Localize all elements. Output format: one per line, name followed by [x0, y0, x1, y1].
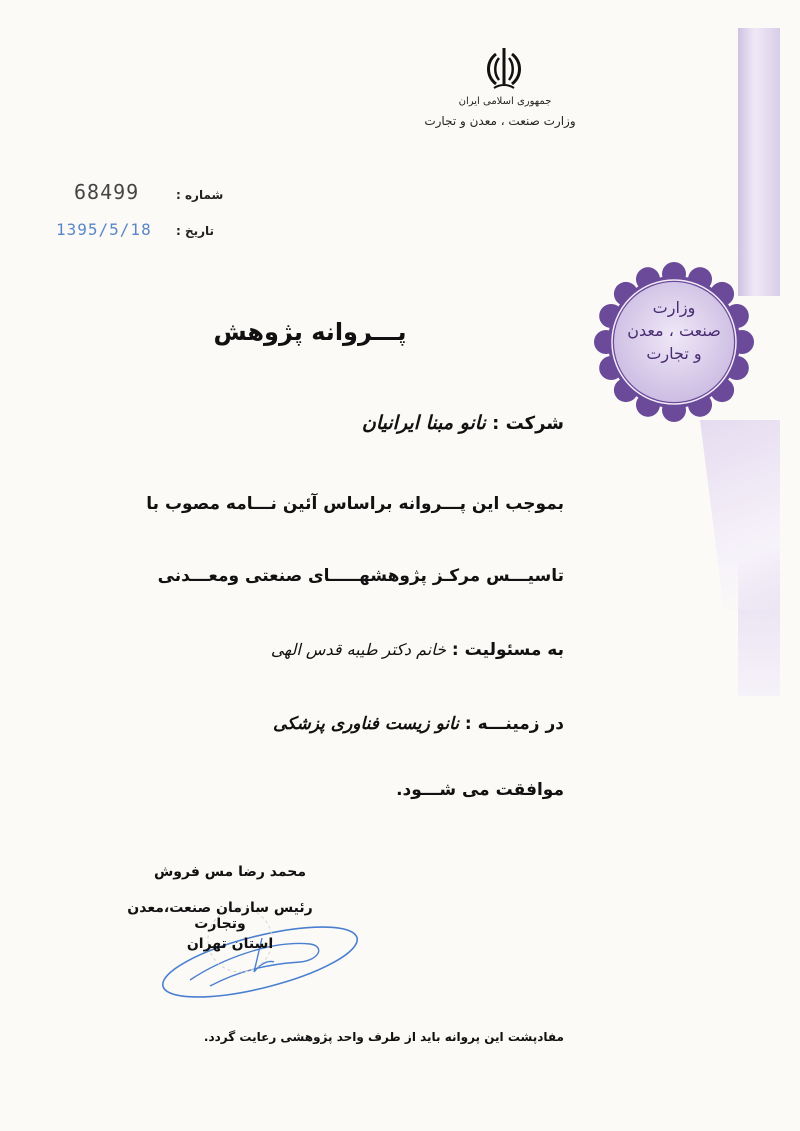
number-label: شماره :: [176, 188, 224, 202]
company-name: نانو مبنا ایرانیان: [361, 412, 486, 434]
responsible-line: [271, 640, 564, 660]
ribbon-fold: [700, 420, 780, 610]
ministry-name: وزارت صنعت ، معدن و تجارت: [424, 114, 576, 128]
number-value: 68499: [74, 180, 140, 204]
responsible-label: به مسئولیت :: [446, 640, 564, 660]
iran-emblem-icon: [478, 44, 530, 92]
field-label: در زمینـــه :: [459, 714, 564, 734]
seal-line-1: وزارت: [652, 298, 696, 317]
seal-line-3: و تجارت: [646, 344, 702, 363]
document-title: پـــروانه پژوهش: [213, 318, 407, 346]
approval-text: موافقت می شـــود.: [396, 780, 564, 800]
seal-label: [612, 296, 736, 365]
company-line: [362, 412, 564, 434]
date-label: تاریخ :: [176, 224, 215, 238]
country-name: جمهوری اسلامی ایران: [458, 96, 552, 107]
field-line: [273, 714, 564, 734]
signatory-province: استان تهران: [186, 936, 274, 952]
field-value: نانو زیست فناوری پزشکی: [272, 714, 459, 734]
footer-note: مفادپشت این پروانه باید از طرف واحد پژوهشی رعایت گردد.: [203, 1030, 564, 1044]
company-label: شرکت :: [485, 413, 564, 434]
body-line-2: تاسیـــس مرکـز پژوهشهـــــای صنعتی ومعـــدنی: [157, 566, 564, 586]
signatory-name: محمد رضا مس فروش: [153, 864, 307, 880]
responsible-name: خانم دکتر طیبه قدس الهی: [270, 640, 446, 659]
purple-ribbon-upper: [738, 28, 780, 296]
signatory-title: رئیس سازمان صنعت،معدن وتجارت: [127, 900, 313, 932]
seal-line-2: صنعت ، معدن: [627, 321, 721, 340]
body-line-1: بموجب این پـــروانه براساس آئین نـــامه مصوب با: [146, 494, 564, 514]
date-value: 1395/5/18: [56, 220, 152, 239]
